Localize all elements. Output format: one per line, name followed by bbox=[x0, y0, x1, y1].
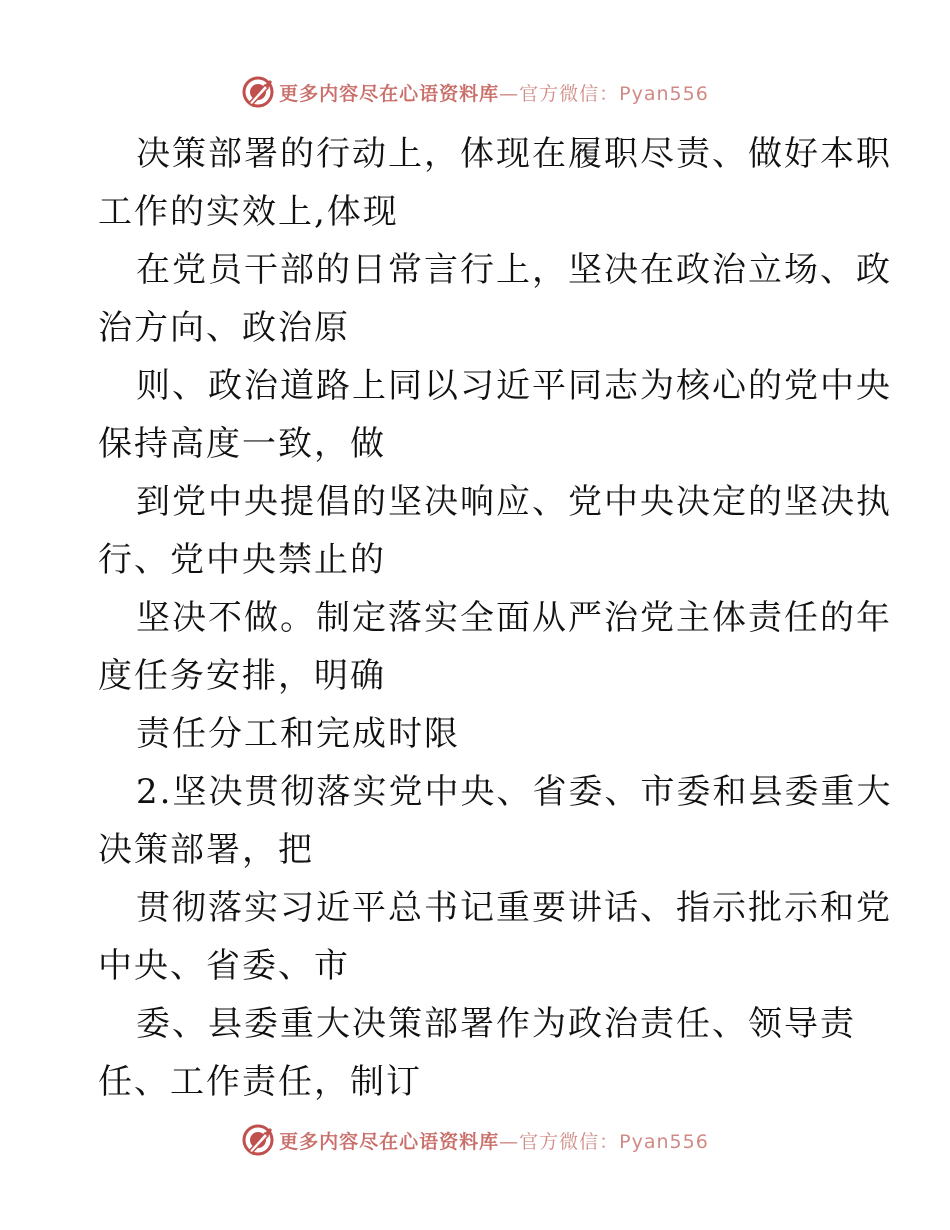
footer-banner-text bbox=[279, 1127, 709, 1154]
text-line: 决策部署的行动上，体现在履职尽责、做好本职 bbox=[136, 134, 892, 174]
text-line: 责任分工和完成时限 bbox=[136, 714, 460, 754]
text-line: 行、党中央禁止的 bbox=[98, 540, 386, 580]
text-line: 工作的实效上,体现 bbox=[98, 192, 399, 232]
document-body bbox=[0, 125, 950, 1111]
paragraph bbox=[0, 705, 950, 763]
paragraph bbox=[0, 879, 950, 995]
text-line: 委、县委重大决策部署作为政治责任、领导责 bbox=[136, 1004, 856, 1044]
text-line: 度任务安排，明确 bbox=[98, 656, 386, 696]
text-line: 则、政治道路上同以习近平同志为核心的党中央 bbox=[136, 366, 892, 406]
pen-logo-icon bbox=[241, 1123, 275, 1157]
paragraph bbox=[0, 473, 950, 589]
footer-banner bbox=[0, 1120, 950, 1160]
text-line: 保持高度一致，做 bbox=[98, 424, 386, 464]
text-line: 到党中央提倡的坚决响应、党中央决定的坚决执 bbox=[136, 482, 892, 522]
header-banner-text bbox=[279, 79, 709, 106]
footer-banner-sub: 官方微信：Pyan556 bbox=[519, 1130, 709, 1153]
header-banner-dash: — bbox=[499, 82, 520, 105]
footer-banner-dash: — bbox=[499, 1130, 520, 1153]
paragraph bbox=[0, 241, 950, 357]
text-line: 2.坚决贯彻落实党中央、省委、市委和县委重大 bbox=[136, 772, 893, 812]
paragraph bbox=[0, 995, 950, 1111]
text-line: 决策部署，把 bbox=[98, 830, 314, 870]
header-banner bbox=[0, 72, 950, 112]
text-line: 坚决不做。制定落实全面从严治党主体责任的年 bbox=[136, 598, 892, 638]
text-line: 贯彻落实习近平总书记重要讲话、指示批示和党 bbox=[136, 888, 892, 928]
footer-banner-main: 更多内容尽在心语资料库 bbox=[279, 1130, 500, 1153]
header-banner-sub: 官方微信：Pyan556 bbox=[519, 82, 709, 105]
text-line: 任、工作责任，制订 bbox=[98, 1062, 422, 1102]
header-banner-main: 更多内容尽在心语资料库 bbox=[279, 82, 500, 105]
paragraph bbox=[0, 589, 950, 705]
pen-logo-icon bbox=[241, 75, 275, 109]
paragraph bbox=[0, 763, 950, 879]
paragraph bbox=[0, 125, 950, 241]
paragraph bbox=[0, 357, 950, 473]
text-line: 中央、省委、市 bbox=[98, 946, 350, 986]
text-line: 在党员干部的日常言行上，坚决在政治立场、政 bbox=[136, 250, 892, 290]
text-line: 治方向、政治原 bbox=[98, 308, 350, 348]
